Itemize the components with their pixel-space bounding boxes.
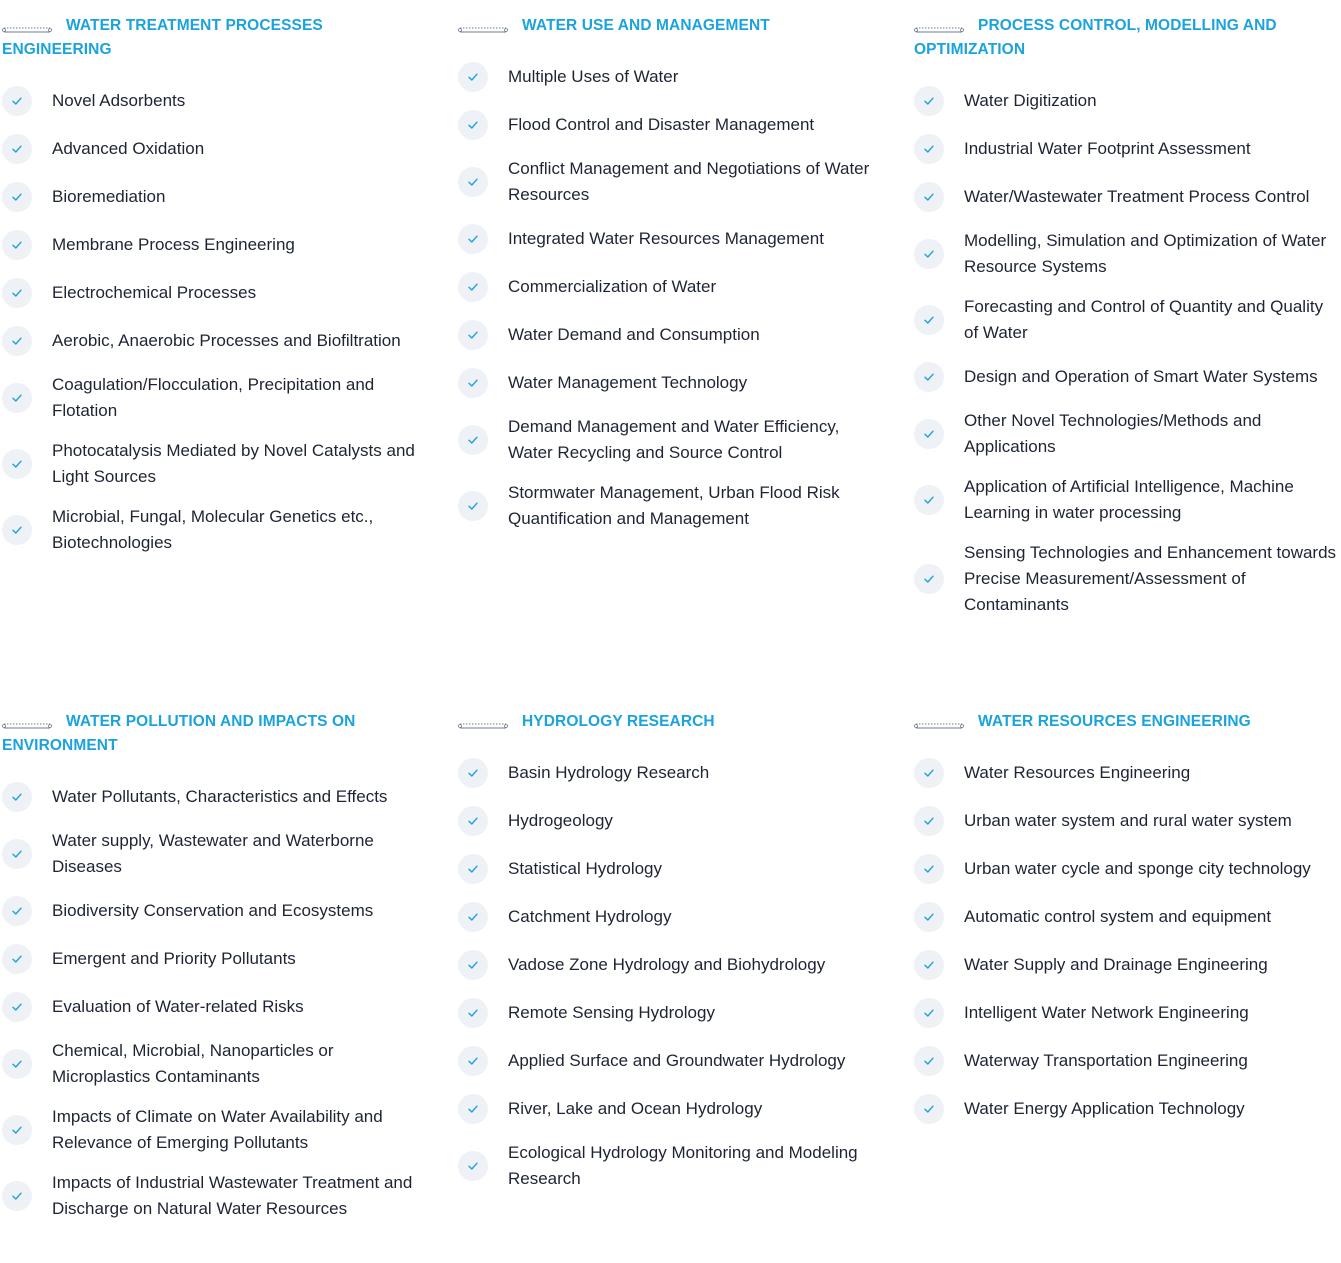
- section-heading-text: WATER POLLUTION AND IMPACTS ON ENVIRONMENT: [2, 713, 356, 754]
- list-item-label: Electrochemical Processes: [52, 283, 257, 302]
- list-item: [458, 414, 888, 466]
- list-item: [458, 756, 888, 790]
- list-item: [2, 894, 432, 928]
- list-item: [914, 408, 1341, 460]
- list-item-label: Remote Sensing Hydrology: [508, 1003, 715, 1022]
- list-item-label: Integrated Water Resources Management: [508, 229, 824, 248]
- list-item: [914, 360, 1341, 394]
- list-item-label: Water Demand and Consumption: [508, 325, 760, 344]
- list-item: [2, 1104, 432, 1156]
- list-item: [2, 180, 432, 214]
- list-item-label: Microbial, Fungal, Molecular Genetics etc., Biotechnologies: [52, 507, 374, 552]
- check-icon: [914, 902, 944, 932]
- check-icon: [2, 182, 32, 212]
- list-item: [2, 942, 432, 976]
- section-heading: [2, 14, 432, 62]
- list-item-label: Hydrogeology: [508, 811, 613, 830]
- list-item-label: Chemical, Microbial, Nanoparticles or Microplastics Contaminants: [52, 1041, 334, 1086]
- check-icon: [458, 491, 488, 521]
- list-item: [458, 318, 888, 352]
- list-item-label: Membrane Process Engineering: [52, 235, 295, 254]
- section-heading-text: HYDROLOGY RESEARCH: [522, 713, 715, 730]
- list-item: [914, 900, 1341, 934]
- list-item: [458, 900, 888, 934]
- check-icon: [458, 902, 488, 932]
- list-item-label: Photocatalysis Mediated by Novel Catalysts and Light Sources: [52, 441, 415, 486]
- list-item: [2, 228, 432, 262]
- check-icon: [2, 1181, 32, 1211]
- check-icon: [914, 305, 944, 335]
- check-icon: [458, 224, 488, 254]
- check-icon: [458, 167, 488, 197]
- list-item-label: Water/Wastewater Treatment Process Control: [964, 187, 1310, 206]
- list-item: [458, 156, 888, 208]
- topic-section: [914, 14, 1341, 632]
- topic-section: [2, 710, 432, 1236]
- check-icon: [914, 182, 944, 212]
- topic-list: [2, 84, 432, 556]
- check-icon: [2, 86, 32, 116]
- list-item-label: Water Energy Application Technology: [964, 1099, 1245, 1118]
- list-item: [2, 84, 432, 118]
- list-item-label: Advanced Oxidation: [52, 139, 205, 158]
- topic-section: [2, 14, 432, 570]
- list-item: [2, 1038, 432, 1090]
- check-icon: [914, 419, 944, 449]
- list-item-label: Vadose Zone Hydrology and Biohydrology: [508, 955, 826, 974]
- list-item-label: Multiple Uses of Water: [508, 67, 679, 86]
- list-item: [2, 438, 432, 490]
- check-icon: [458, 998, 488, 1028]
- list-item: [914, 1092, 1341, 1126]
- list-item: [2, 828, 432, 880]
- check-icon: [2, 134, 32, 164]
- dotted-line-icon: [914, 715, 964, 725]
- list-item-label: Emergent and Priority Pollutants: [52, 949, 296, 968]
- check-icon: [914, 806, 944, 836]
- check-icon: [2, 839, 32, 869]
- list-item: [458, 366, 888, 400]
- section-heading-text: PROCESS CONTROL, MODELLING AND OPTIMIZATION: [914, 17, 1277, 58]
- list-item: [2, 504, 432, 556]
- list-item-label: Water Digitization: [964, 91, 1097, 110]
- dotted-line-icon: [2, 19, 52, 29]
- list-item-label: Intelligent Water Network Engineering: [964, 1003, 1249, 1022]
- list-item-label: Sensing Technologies and Enhancement towards Precise Measurement/Assessment of Contaminants: [964, 543, 1337, 614]
- list-item-label: Evaluation of Water-related Risks: [52, 997, 304, 1016]
- list-item-label: Commercialization of Water: [508, 277, 717, 296]
- list-item: [458, 996, 888, 1030]
- list-item-label: Urban water cycle and sponge city technology: [964, 859, 1311, 878]
- check-icon: [458, 1046, 488, 1076]
- list-item: [458, 1140, 888, 1192]
- list-item-label: Industrial Water Footprint Assessment: [964, 139, 1251, 158]
- check-icon: [458, 320, 488, 350]
- list-item: [2, 990, 432, 1024]
- list-item: [458, 948, 888, 982]
- dotted-line-icon: [914, 19, 964, 29]
- list-item-label: Biodiversity Conservation and Ecosystems: [52, 901, 374, 920]
- list-item: [458, 222, 888, 256]
- list-item-label: Water Management Technology: [508, 373, 748, 392]
- check-icon: [914, 134, 944, 164]
- list-item-label: Impacts of Industrial Wastewater Treatment and Discharge on Natural Water Resources: [52, 1173, 413, 1218]
- check-icon: [914, 86, 944, 116]
- list-item: [914, 180, 1341, 214]
- list-item-label: Flood Control and Disaster Management: [508, 115, 815, 134]
- topic-section: [458, 14, 888, 546]
- list-item-label: River, Lake and Ocean Hydrology: [508, 1099, 763, 1118]
- list-item: [914, 852, 1341, 886]
- check-icon: [458, 425, 488, 455]
- check-icon: [2, 515, 32, 545]
- list-item: [914, 474, 1341, 526]
- check-icon: [914, 362, 944, 392]
- check-icon: [914, 998, 944, 1028]
- list-item-label: Waterway Transportation Engineering: [964, 1051, 1248, 1070]
- list-item: [2, 780, 432, 814]
- list-item-label: Conflict Management and Negotiations of Water Resources: [508, 159, 870, 204]
- list-item: [458, 1092, 888, 1126]
- check-icon: [914, 564, 944, 594]
- check-icon: [914, 854, 944, 884]
- list-item-label: Basin Hydrology Research: [508, 763, 710, 782]
- list-item: [914, 294, 1341, 346]
- dotted-line-icon: [2, 715, 52, 725]
- topic-list: [458, 756, 888, 1192]
- list-item: [914, 228, 1341, 280]
- check-icon: [914, 1094, 944, 1124]
- section-heading: [914, 14, 1341, 62]
- check-icon: [458, 1094, 488, 1124]
- list-item: [914, 540, 1341, 618]
- list-item: [914, 996, 1341, 1030]
- list-item-label: Coagulation/Flocculation, Precipitation and Flotation: [52, 375, 375, 420]
- check-icon: [2, 449, 32, 479]
- list-item-label: Ecological Hydrology Monitoring and Modeling Research: [508, 1143, 858, 1188]
- list-item: [914, 756, 1341, 790]
- topic-section: [914, 710, 1341, 1140]
- list-item: [2, 276, 432, 310]
- list-item-label: Statistical Hydrology: [508, 859, 663, 878]
- list-item-label: Applied Surface and Groundwater Hydrology: [508, 1051, 846, 1070]
- section-heading-text: WATER USE AND MANAGEMENT: [522, 17, 770, 34]
- check-icon: [458, 950, 488, 980]
- section-heading-text: WATER RESOURCES ENGINEERING: [978, 713, 1251, 730]
- check-icon: [458, 110, 488, 140]
- topic-list: [914, 756, 1341, 1126]
- check-icon: [914, 758, 944, 788]
- list-item: [458, 108, 888, 142]
- dotted-line-icon: [458, 715, 508, 725]
- list-item: [458, 270, 888, 304]
- list-item-label: Novel Adsorbents: [52, 91, 186, 110]
- list-item: [2, 372, 432, 424]
- check-icon: [458, 272, 488, 302]
- check-icon: [2, 992, 32, 1022]
- section-heading: [914, 710, 1341, 734]
- list-item: [914, 804, 1341, 838]
- list-item: [2, 324, 432, 358]
- check-icon: [914, 239, 944, 269]
- check-icon: [914, 950, 944, 980]
- section-heading: [458, 14, 888, 38]
- check-icon: [2, 782, 32, 812]
- list-item: [914, 132, 1341, 166]
- check-icon: [2, 944, 32, 974]
- list-item: [914, 84, 1341, 118]
- list-item-label: Aerobic, Anaerobic Processes and Biofiltration: [52, 331, 401, 350]
- list-item: [914, 948, 1341, 982]
- dotted-line-icon: [458, 19, 508, 29]
- list-item: [458, 804, 888, 838]
- check-icon: [2, 278, 32, 308]
- check-icon: [458, 758, 488, 788]
- list-item: [2, 132, 432, 166]
- list-item-label: Modelling, Simulation and Optimization of Water Resource Systems: [964, 231, 1327, 276]
- list-item-label: Urban water system and rural water system: [964, 811, 1292, 830]
- list-item: [458, 1044, 888, 1078]
- list-item-label: Impacts of Climate on Water Availability and Relevance of Emerging Pollutants: [52, 1107, 383, 1152]
- topic-section: [458, 710, 888, 1206]
- check-icon: [2, 1049, 32, 1079]
- check-icon: [2, 896, 32, 926]
- list-item: [458, 852, 888, 886]
- check-icon: [458, 806, 488, 836]
- list-item-label: Other Novel Technologies/Methods and Applications: [964, 411, 1262, 456]
- list-item-label: Catchment Hydrology: [508, 907, 672, 926]
- check-icon: [2, 1115, 32, 1145]
- list-item-label: Forecasting and Control of Quantity and Quality of Water: [964, 297, 1324, 342]
- section-heading: [458, 710, 888, 734]
- list-item: [458, 480, 888, 532]
- list-item-label: Demand Management and Water Efficiency, Water Recycling and Source Control: [508, 417, 840, 462]
- list-item-label: Water supply, Wastewater and Waterborne Diseases: [52, 831, 374, 876]
- topic-list: [914, 84, 1341, 618]
- list-item: [2, 1170, 432, 1222]
- list-item-label: Stormwater Management, Urban Flood Risk Quantification and Management: [508, 483, 840, 528]
- list-item-label: Application of Artificial Intelligence, Machine Learning in water processing: [964, 477, 1294, 522]
- topic-list: [458, 60, 888, 532]
- check-icon: [458, 62, 488, 92]
- check-icon: [458, 1151, 488, 1181]
- list-item-label: Water Supply and Drainage Engineering: [964, 955, 1268, 974]
- list-item-label: Water Resources Engineering: [964, 763, 1191, 782]
- section-heading: [2, 710, 432, 758]
- check-icon: [914, 485, 944, 515]
- section-heading-text: WATER TREATMENT PROCESSES ENGINEERING: [2, 17, 323, 58]
- list-item-label: Design and Operation of Smart Water Systems: [964, 367, 1318, 386]
- list-item-label: Automatic control system and equipment: [964, 907, 1272, 926]
- list-item: [914, 1044, 1341, 1078]
- check-icon: [458, 368, 488, 398]
- list-item: [458, 60, 888, 94]
- check-icon: [914, 1046, 944, 1076]
- check-icon: [2, 383, 32, 413]
- list-item-label: Water Pollutants, Characteristics and Effects: [52, 787, 388, 806]
- list-item-label: Bioremediation: [52, 187, 166, 206]
- check-icon: [2, 326, 32, 356]
- check-icon: [2, 230, 32, 260]
- check-icon: [458, 854, 488, 884]
- topic-list: [2, 780, 432, 1222]
